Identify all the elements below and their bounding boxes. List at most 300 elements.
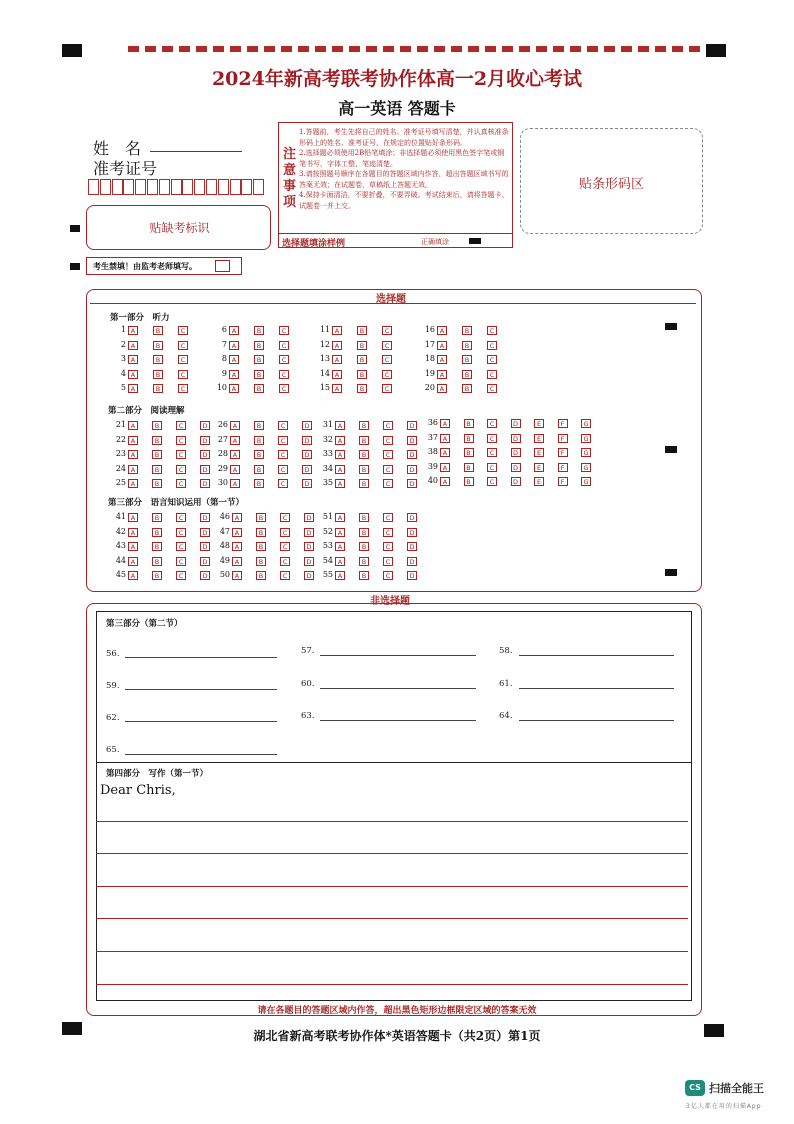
answer-bubble[interactable]: A <box>332 384 342 393</box>
answer-bubble[interactable]: C <box>280 557 290 566</box>
answer-bubble[interactable]: D <box>511 463 521 472</box>
answer-bubble[interactable]: D <box>200 557 210 566</box>
answer-bubble[interactable]: B <box>462 355 472 364</box>
answer-bubble[interactable]: B <box>359 479 369 488</box>
answer-bubble[interactable]: C <box>178 384 188 393</box>
answer-bubble[interactable]: C <box>383 436 393 445</box>
answer-bubble[interactable]: E <box>534 434 544 443</box>
exam-id-digit-box[interactable] <box>194 179 205 195</box>
answer-bubble[interactable]: C <box>487 341 497 350</box>
writing-line[interactable] <box>96 886 688 887</box>
answer-bubble[interactable]: B <box>254 384 264 393</box>
question-number: 54 <box>322 555 333 565</box>
answer-bubble[interactable]: D <box>304 557 314 566</box>
answer-bubble[interactable]: A <box>437 326 447 335</box>
answer-bubble[interactable]: C <box>176 513 186 522</box>
exam-id-digit-box[interactable] <box>171 179 182 195</box>
writing-line[interactable] <box>96 918 688 919</box>
answer-bubble[interactable]: C <box>278 421 288 430</box>
timing-mark <box>706 44 726 57</box>
answer-bubble[interactable]: A <box>232 528 242 537</box>
answer-bubble[interactable]: B <box>256 513 266 522</box>
answer-bubble[interactable]: A <box>335 436 345 445</box>
writing-line[interactable] <box>96 984 688 985</box>
answer-bubble[interactable]: A <box>128 465 138 474</box>
blank-line[interactable] <box>125 754 277 755</box>
answer-bubble[interactable]: A <box>230 479 240 488</box>
blank-number: 61. <box>499 679 513 689</box>
answer-bubble[interactable]: A <box>128 542 138 551</box>
note-item: 1.答题前，考生先将自己的姓名、准考证号填写清楚，并认真核准条形码上的姓名、准考证号，在规定的位置贴好条形码。 <box>299 128 509 147</box>
answer-bubble[interactable]: D <box>200 465 210 474</box>
exam-id-digit-box[interactable] <box>100 179 111 195</box>
answer-bubble[interactable]: B <box>152 421 162 430</box>
answer-bubble[interactable]: D <box>302 479 312 488</box>
answer-bubble[interactable]: C <box>278 436 288 445</box>
question-number: 42 <box>115 526 126 536</box>
answer-bubble[interactable]: B <box>254 436 264 445</box>
answer-bubble[interactable]: D <box>302 436 312 445</box>
answer-bubble[interactable]: A <box>335 421 345 430</box>
question-number: 51 <box>322 512 333 521</box>
answer-bubble[interactable]: B <box>359 542 369 551</box>
answer-bubble[interactable]: A <box>437 355 447 364</box>
answer-bubble[interactable]: D <box>304 571 314 580</box>
answer-bubble[interactable]: B <box>152 542 162 551</box>
answer-bubble[interactable]: A <box>128 326 138 335</box>
answer-bubble[interactable]: D <box>200 571 210 580</box>
answer-bubble[interactable]: C <box>487 370 497 379</box>
answer-bubble[interactable]: C <box>280 542 290 551</box>
blank-number: 65. <box>106 745 120 755</box>
answer-bubble[interactable]: D <box>200 450 210 459</box>
answer-bubble[interactable]: C <box>176 450 186 459</box>
answer-bubble[interactable]: C <box>176 479 186 488</box>
answer-bubble[interactable]: C <box>278 479 288 488</box>
answer-bubble[interactable]: C <box>382 341 392 350</box>
answer-bubble[interactable]: D <box>304 513 314 522</box>
answer-bubble[interactable]: B <box>152 528 162 537</box>
answer-bubble[interactable]: C <box>178 370 188 379</box>
answer-bubble[interactable]: C <box>383 465 393 474</box>
exam-id-digit-box[interactable] <box>218 179 229 195</box>
answer-bubble[interactable]: C <box>279 341 289 350</box>
barcode-area <box>520 128 703 234</box>
exam-id-digit-box[interactable] <box>159 179 170 195</box>
question-number: 29 <box>217 463 228 473</box>
answer-bubble[interactable]: A <box>128 450 138 459</box>
answer-bubble[interactable]: C <box>280 513 290 522</box>
answer-bubble[interactable]: D <box>200 436 210 445</box>
answer-bubble[interactable]: A <box>128 421 138 430</box>
answer-bubble[interactable]: F <box>558 434 568 443</box>
answer-bubble[interactable]: A <box>437 341 447 350</box>
name-field[interactable] <box>150 151 242 152</box>
answer-bubble[interactable]: A <box>332 341 342 350</box>
answer-bubble[interactable]: A <box>128 479 138 488</box>
answer-bubble[interactable]: A <box>335 557 345 566</box>
answer-bubble[interactable]: A <box>229 370 239 379</box>
answer-bubble[interactable]: B <box>153 384 163 393</box>
answer-bubble[interactable]: B <box>359 571 369 580</box>
answer-bubble[interactable]: A <box>335 528 345 537</box>
answer-bubble[interactable]: C <box>487 434 497 443</box>
answer-bubble[interactable]: A <box>128 384 138 393</box>
exam-id-digit-box[interactable] <box>123 179 134 195</box>
answer-bubble[interactable]: B <box>256 557 266 566</box>
scanner-logo <box>685 1080 705 1096</box>
answer-bubble[interactable]: C <box>383 479 393 488</box>
answer-bubble[interactable]: G <box>581 434 591 443</box>
question-number: 20 <box>424 383 435 393</box>
exam-id-digit-box[interactable] <box>241 179 252 195</box>
top-dashed-border <box>128 46 700 52</box>
answer-bubble[interactable]: B <box>359 450 369 459</box>
answer-bubble[interactable]: A <box>437 370 447 379</box>
answer-bubble[interactable]: A <box>230 436 240 445</box>
answer-bubble[interactable]: B <box>152 436 162 445</box>
question-number: 31 <box>322 420 333 429</box>
answer-bubble[interactable]: A <box>128 436 138 445</box>
answer-bubble[interactable]: C <box>178 341 188 350</box>
answer-bubble[interactable]: D <box>200 421 210 430</box>
blank-line[interactable] <box>320 655 476 656</box>
answer-bubble[interactable]: B <box>359 421 369 430</box>
answer-bubble[interactable]: D <box>304 542 314 551</box>
answer-bubble[interactable]: A <box>437 384 447 393</box>
answer-bubble[interactable]: B <box>357 370 367 379</box>
exam-id-digit-box[interactable] <box>253 179 264 195</box>
answer-bubble[interactable]: A <box>335 513 345 522</box>
answer-bubble[interactable]: C <box>176 528 186 537</box>
answer-bubble[interactable]: C <box>487 463 497 472</box>
answer-bubble[interactable]: C <box>383 571 393 580</box>
answer-bubble[interactable]: A <box>440 463 450 472</box>
answer-bubble[interactable]: D <box>407 528 417 537</box>
nonchoice-section-title: 非选择题 <box>370 596 410 607</box>
answer-bubble[interactable]: A <box>229 326 239 335</box>
answer-bubble[interactable]: D <box>407 436 417 445</box>
fill-sample-row <box>279 233 512 249</box>
answer-bubble[interactable]: C <box>280 571 290 580</box>
answer-bubble[interactable]: A <box>128 557 138 566</box>
answer-bubble[interactable]: B <box>153 341 163 350</box>
answer-bubble[interactable]: C <box>487 384 497 393</box>
part3b-label: 第三部分（第二节） <box>106 619 183 629</box>
answer-bubble[interactable]: A <box>335 450 345 459</box>
answer-bubble[interactable]: G <box>581 463 591 472</box>
question-number: 41 <box>115 512 126 521</box>
answer-bubble[interactable]: D <box>407 571 417 580</box>
answer-bubble[interactable]: A <box>335 479 345 488</box>
answer-bubble[interactable]: B <box>256 528 266 537</box>
answer-bubble[interactable]: A <box>229 384 239 393</box>
answer-bubble[interactable]: C <box>176 465 186 474</box>
answer-bubble[interactable]: C <box>279 355 289 364</box>
answer-bubble[interactable]: B <box>464 477 474 486</box>
writing-line[interactable] <box>96 951 688 952</box>
answer-bubble[interactable]: F <box>558 477 568 486</box>
answer-bubble[interactable]: B <box>152 513 162 522</box>
answer-bubble[interactable]: B <box>152 479 162 488</box>
question-number: 35 <box>322 478 333 488</box>
blank-line[interactable] <box>519 720 674 721</box>
question-number: 52 <box>322 526 333 536</box>
answer-bubble[interactable]: A <box>128 571 138 580</box>
answer-bubble[interactable]: D <box>511 448 521 457</box>
answer-bubble[interactable]: B <box>464 448 474 457</box>
answer-bubble[interactable]: D <box>200 528 210 537</box>
question-number: 25 <box>115 478 126 488</box>
answer-bubble[interactable]: C <box>383 513 393 522</box>
answer-bubble[interactable]: B <box>254 341 264 350</box>
answer-bubble[interactable]: D <box>407 513 417 522</box>
answer-bubble[interactable]: C <box>176 557 186 566</box>
answer-bubble[interactable]: A <box>440 448 450 457</box>
nonchoice-inner-frame <box>96 611 692 1001</box>
answer-bubble[interactable]: G <box>581 477 591 486</box>
blank-number: 58. <box>499 646 513 656</box>
answer-bubble[interactable]: B <box>359 528 369 537</box>
answer-bubble[interactable]: D <box>407 421 417 430</box>
answer-bubble[interactable]: B <box>254 450 264 459</box>
answer-bubble[interactable]: C <box>487 355 497 364</box>
boundary-warning: 请在各题目的答题区域内作答，超出黑色矩形边框限定区域的答案无效 <box>257 1006 537 1016</box>
answer-bubble[interactable]: C <box>487 419 497 428</box>
answer-bubble[interactable]: C <box>383 421 393 430</box>
answer-bubble[interactable]: A <box>128 370 138 379</box>
answer-bubble[interactable]: C <box>487 448 497 457</box>
answer-bubble[interactable]: D <box>302 465 312 474</box>
answer-bubble[interactable]: C <box>487 326 497 335</box>
answer-bubble[interactable]: B <box>152 450 162 459</box>
writing-line[interactable] <box>96 853 688 854</box>
question-number: 14 <box>319 368 330 378</box>
question-number: 26 <box>217 420 228 429</box>
answer-bubble[interactable]: D <box>407 542 417 551</box>
answer-bubble[interactable]: A <box>335 542 345 551</box>
answer-bubble[interactable]: B <box>462 370 472 379</box>
answer-bubble[interactable]: A <box>230 450 240 459</box>
answer-bubble[interactable]: C <box>279 326 289 335</box>
question-number: 15 <box>319 383 330 393</box>
blank-line[interactable] <box>125 721 277 722</box>
exam-id-digit-box[interactable] <box>182 179 193 195</box>
answer-bubble[interactable]: E <box>534 463 544 472</box>
question-number: 11 <box>319 325 330 334</box>
missing-exam-sticker-area <box>86 205 271 250</box>
answer-bubble[interactable]: B <box>152 557 162 566</box>
answer-bubble[interactable]: A <box>230 421 240 430</box>
question-number: 7 <box>221 339 227 349</box>
answer-bubble[interactable]: B <box>254 465 264 474</box>
exam-id-digit-box[interactable] <box>88 179 99 195</box>
blank-line[interactable] <box>320 688 476 689</box>
answer-bubble[interactable]: D <box>200 542 210 551</box>
answer-bubble[interactable]: C <box>176 542 186 551</box>
answer-bubble[interactable]: A <box>128 513 138 522</box>
question-number: 2 <box>120 339 126 349</box>
answer-bubble[interactable]: A <box>229 341 239 350</box>
scanner-logo-text: CS <box>689 1083 701 1092</box>
answer-bubble[interactable]: C <box>383 557 393 566</box>
answer-bubble[interactable]: E <box>534 419 544 428</box>
answer-bubble[interactable]: C <box>278 450 288 459</box>
answer-bubble[interactable]: A <box>440 419 450 428</box>
answer-bubble[interactable]: D <box>407 465 417 474</box>
answer-bubble[interactable]: C <box>176 421 186 430</box>
answer-bubble[interactable]: D <box>511 477 521 486</box>
answer-bubble[interactable]: B <box>254 326 264 335</box>
answer-bubble[interactable]: A <box>440 434 450 443</box>
answer-bubble[interactable]: B <box>359 557 369 566</box>
answer-bubble[interactable]: B <box>254 370 264 379</box>
blank-line[interactable] <box>519 655 674 656</box>
exam-id-digit-box[interactable] <box>230 179 241 195</box>
writing-line[interactable] <box>96 821 688 822</box>
answer-bubble[interactable]: A <box>232 542 242 551</box>
answer-bubble[interactable]: C <box>178 326 188 335</box>
exam-id-digit-box[interactable] <box>147 179 158 195</box>
page-footer: 湖北省新高考联考协作体*英语答题卡（共2页）第1页 <box>253 1029 541 1043</box>
answer-bubble[interactable]: E <box>534 448 544 457</box>
answer-bubble[interactable]: A <box>332 370 342 379</box>
part4-label: 第四部分 写作（第一节） <box>106 769 209 779</box>
part3-label: 第三部分 语言知识运用（第一节） <box>108 498 245 508</box>
answer-bubble[interactable]: B <box>357 384 367 393</box>
blank-line[interactable] <box>519 688 674 689</box>
answer-bubble[interactable]: B <box>254 479 264 488</box>
answer-bubble[interactable]: C <box>383 450 393 459</box>
answer-bubble[interactable]: C <box>382 326 392 335</box>
answer-bubble[interactable]: B <box>256 542 266 551</box>
answer-bubble[interactable]: A <box>332 326 342 335</box>
question-number: 50 <box>219 570 230 580</box>
blank-line[interactable] <box>320 720 476 721</box>
answer-bubble[interactable]: A <box>232 513 242 522</box>
answer-bubble[interactable]: A <box>128 528 138 537</box>
answer-bubble[interactable]: A <box>335 571 345 580</box>
answer-bubble[interactable]: D <box>407 450 417 459</box>
answer-bubble[interactable]: A <box>232 557 242 566</box>
answer-bubble[interactable]: B <box>462 384 472 393</box>
question-number: 1 <box>120 325 126 334</box>
answer-bubble[interactable]: A <box>230 465 240 474</box>
answer-bubble[interactable]: C <box>278 465 288 474</box>
answer-bubble[interactable]: B <box>359 436 369 445</box>
answer-bubble[interactable]: B <box>464 434 474 443</box>
answer-bubble[interactable]: B <box>357 341 367 350</box>
answer-bubble[interactable]: B <box>153 326 163 335</box>
answer-bubble[interactable]: F <box>558 463 568 472</box>
choice-title-rule <box>90 303 696 304</box>
answer-bubble[interactable]: B <box>357 355 367 364</box>
blank-number: 56. <box>106 649 120 659</box>
answer-bubble[interactable]: C <box>176 571 186 580</box>
question-number: 44 <box>115 555 126 565</box>
answer-bubble[interactable]: B <box>254 421 264 430</box>
answer-bubble[interactable]: B <box>256 571 266 580</box>
answer-bubble[interactable]: C <box>487 477 497 486</box>
answer-bubble[interactable]: C <box>178 355 188 364</box>
proctor-note-text: 考生禁填！由监考老师填写。 <box>93 261 197 271</box>
answer-bubble[interactable]: B <box>464 463 474 472</box>
answer-bubble[interactable]: G <box>581 448 591 457</box>
answer-bubble[interactable]: B <box>357 326 367 335</box>
answer-bubble[interactable]: F <box>558 419 568 428</box>
exam-id-digit-box[interactable] <box>135 179 146 195</box>
answer-bubble[interactable]: B <box>152 465 162 474</box>
answer-bubble[interactable]: D <box>407 479 417 488</box>
blank-line[interactable] <box>125 689 277 690</box>
answer-bubble[interactable]: C <box>279 370 289 379</box>
question-number: 38 <box>427 447 438 457</box>
answer-bubble[interactable]: D <box>200 513 210 522</box>
answer-bubble[interactable]: C <box>382 384 392 393</box>
proctor-fill-box[interactable] <box>215 260 230 272</box>
answer-bubble[interactable]: C <box>279 384 289 393</box>
answer-bubble[interactable]: A <box>128 355 138 364</box>
answer-bubble[interactable]: C <box>383 528 393 537</box>
blank-line[interactable] <box>125 657 277 658</box>
answer-bubble[interactable]: G <box>581 419 591 428</box>
answer-bubble[interactable]: A <box>232 571 242 580</box>
answer-bubble[interactable]: C <box>280 528 290 537</box>
question-number: 22 <box>115 434 126 444</box>
answer-bubble[interactable]: B <box>152 571 162 580</box>
answer-bubble[interactable]: D <box>511 419 521 428</box>
answer-bubble[interactable]: B <box>359 513 369 522</box>
question-number: 28 <box>217 449 228 459</box>
answer-bubble[interactable]: A <box>229 355 239 364</box>
blank-number: 59. <box>106 681 120 691</box>
answer-bubble[interactable]: C <box>383 542 393 551</box>
answer-bubble[interactable]: C <box>382 370 392 379</box>
answer-bubble[interactable]: B <box>462 341 472 350</box>
answer-bubble[interactable]: A <box>332 355 342 364</box>
answer-bubble[interactable]: F <box>558 448 568 457</box>
answer-bubble[interactable]: D <box>200 479 210 488</box>
answer-bubble[interactable]: B <box>254 355 264 364</box>
answer-bubble[interactable]: D <box>407 557 417 566</box>
answer-bubble[interactable]: B <box>153 370 163 379</box>
missing-exam-label: 贴缺考标识 <box>149 221 210 235</box>
answer-bubble[interactable]: B <box>153 355 163 364</box>
answer-bubble[interactable]: A <box>335 465 345 474</box>
answer-bubble[interactable]: D <box>304 528 314 537</box>
answer-bubble[interactable]: B <box>359 465 369 474</box>
answer-bubble[interactable]: C <box>176 436 186 445</box>
answer-bubble[interactable]: B <box>462 326 472 335</box>
answer-bubble[interactable]: D <box>302 421 312 430</box>
question-number: 12 <box>319 339 330 349</box>
answer-bubble[interactable]: B <box>464 419 474 428</box>
answer-bubble[interactable]: A <box>440 477 450 486</box>
exam-id-digit-box[interactable] <box>112 179 123 195</box>
question-number: 46 <box>219 512 230 521</box>
blank-number: 63. <box>301 711 315 721</box>
question-number: 4 <box>120 368 126 378</box>
answer-bubble[interactable]: E <box>534 477 544 486</box>
correct-fill-sample <box>469 238 481 244</box>
blank-number: 62. <box>106 713 120 723</box>
answer-bubble[interactable]: C <box>382 355 392 364</box>
answer-bubble[interactable]: D <box>511 434 521 443</box>
question-number: 37 <box>427 432 438 442</box>
exam-id-digit-box[interactable] <box>206 179 217 195</box>
answer-bubble[interactable]: D <box>302 450 312 459</box>
answer-bubble[interactable]: A <box>128 341 138 350</box>
